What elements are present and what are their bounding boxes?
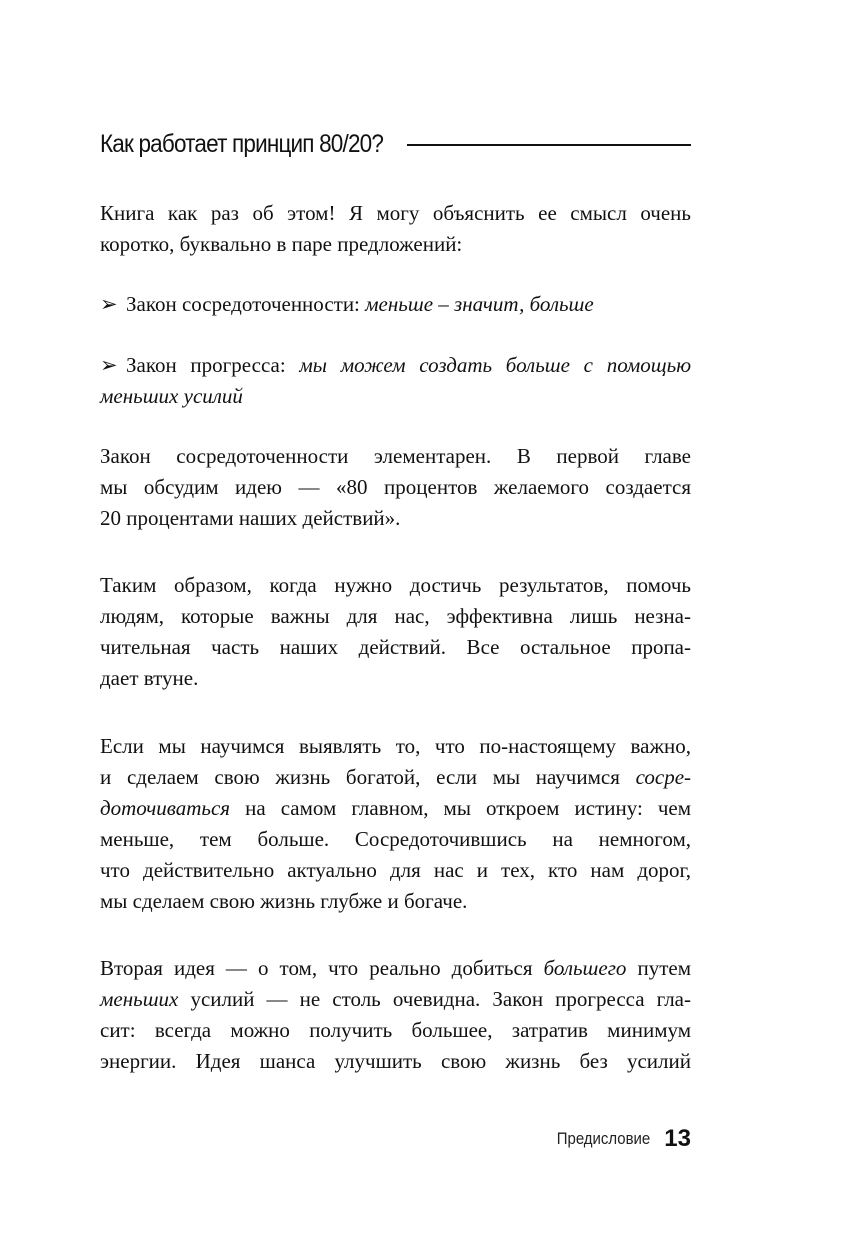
text-line: дает втуне. [100,666,199,690]
text-line: меньше, тем больше. Сосредоточившись на немногом, [100,827,691,851]
text-line [100,762,691,793]
paragraph [100,731,691,917]
italic-run: большего [543,956,627,980]
text-line [100,381,691,412]
arrow-bullet-icon: ➢ [100,353,118,377]
italic-run: доточиваться [100,796,231,820]
text-line [100,793,691,824]
paragraph-intro [100,198,691,260]
text-line: 20 процентами наших действий». [100,506,401,530]
text-line: мы обсудим идею — «80 процентов желаемого создается [100,475,691,499]
italic-run: меньших [100,987,179,1011]
paragraph [100,441,691,534]
text-line [100,984,691,1015]
text-line: Книга как раз об этом! Я могу объяснить ее смысл очень [100,201,691,225]
text-run: усилий — не столь очевидна. Закон прогресса гла- [190,987,691,1011]
bullet-italic: меньших усилий [100,384,243,408]
text-run: и сделаем свою жизнь богатой, если мы научимся [100,765,620,789]
heading-rule [407,144,691,146]
text-run: Вторая идея — о том, что реально добиться [100,956,533,980]
text-line: сит: всегда можно получить большее, затратив минимум [100,1018,691,1042]
bullet-italic: мы можем создать больше с помощью [299,353,692,377]
paragraph [100,953,691,1077]
bullet-italic: меньше – значит, больше [365,292,594,316]
bullet-label: Закон прогресса: [126,353,286,377]
text-line [100,953,691,984]
text-line: чительная часть наших действий. Все остальное пропа- [100,635,691,659]
text-line [100,289,691,320]
text-line [100,350,691,381]
paragraph [100,570,691,694]
arrow-bullet-icon: ➢ [100,292,118,316]
text-run: путем [637,956,692,980]
text-line: Таким образом, когда нужно достичь результатов, помочь [100,573,691,597]
text-line: Если мы научимся выявлять то, что по-настоящему важно, [100,734,691,758]
bullet-item [100,289,691,320]
page-number: 13 [664,1125,691,1152]
bullet-item [100,350,691,412]
italic-run: сосре- [635,765,692,789]
text-line: мы сделаем свою жизнь глубже и богаче. [100,889,468,913]
section-heading: Как работает принцип 80/20? [100,129,384,158]
text-line: людям, которые важны для нас, эффективна лишь незна- [100,604,691,628]
text-line: что действительно актуально для нас и тех, кто нам дорог, [100,858,691,882]
bullet-label: Закон сосредоточенности: [126,292,360,316]
text-line: Закон сосредоточенности элементарен. В первой главе [100,444,691,468]
book-page [100,0,691,1241]
text-run: на самом главном, мы откроем истину: чем [245,796,692,820]
text-line: энергии. Идея шанса улучшить свою жизнь без усилий [100,1049,691,1073]
running-title: Предисловие [556,1129,651,1148]
page-footer [100,1124,691,1154]
section-heading-row [100,126,691,162]
text-line: коротко, буквально в паре предложений: [100,232,463,256]
